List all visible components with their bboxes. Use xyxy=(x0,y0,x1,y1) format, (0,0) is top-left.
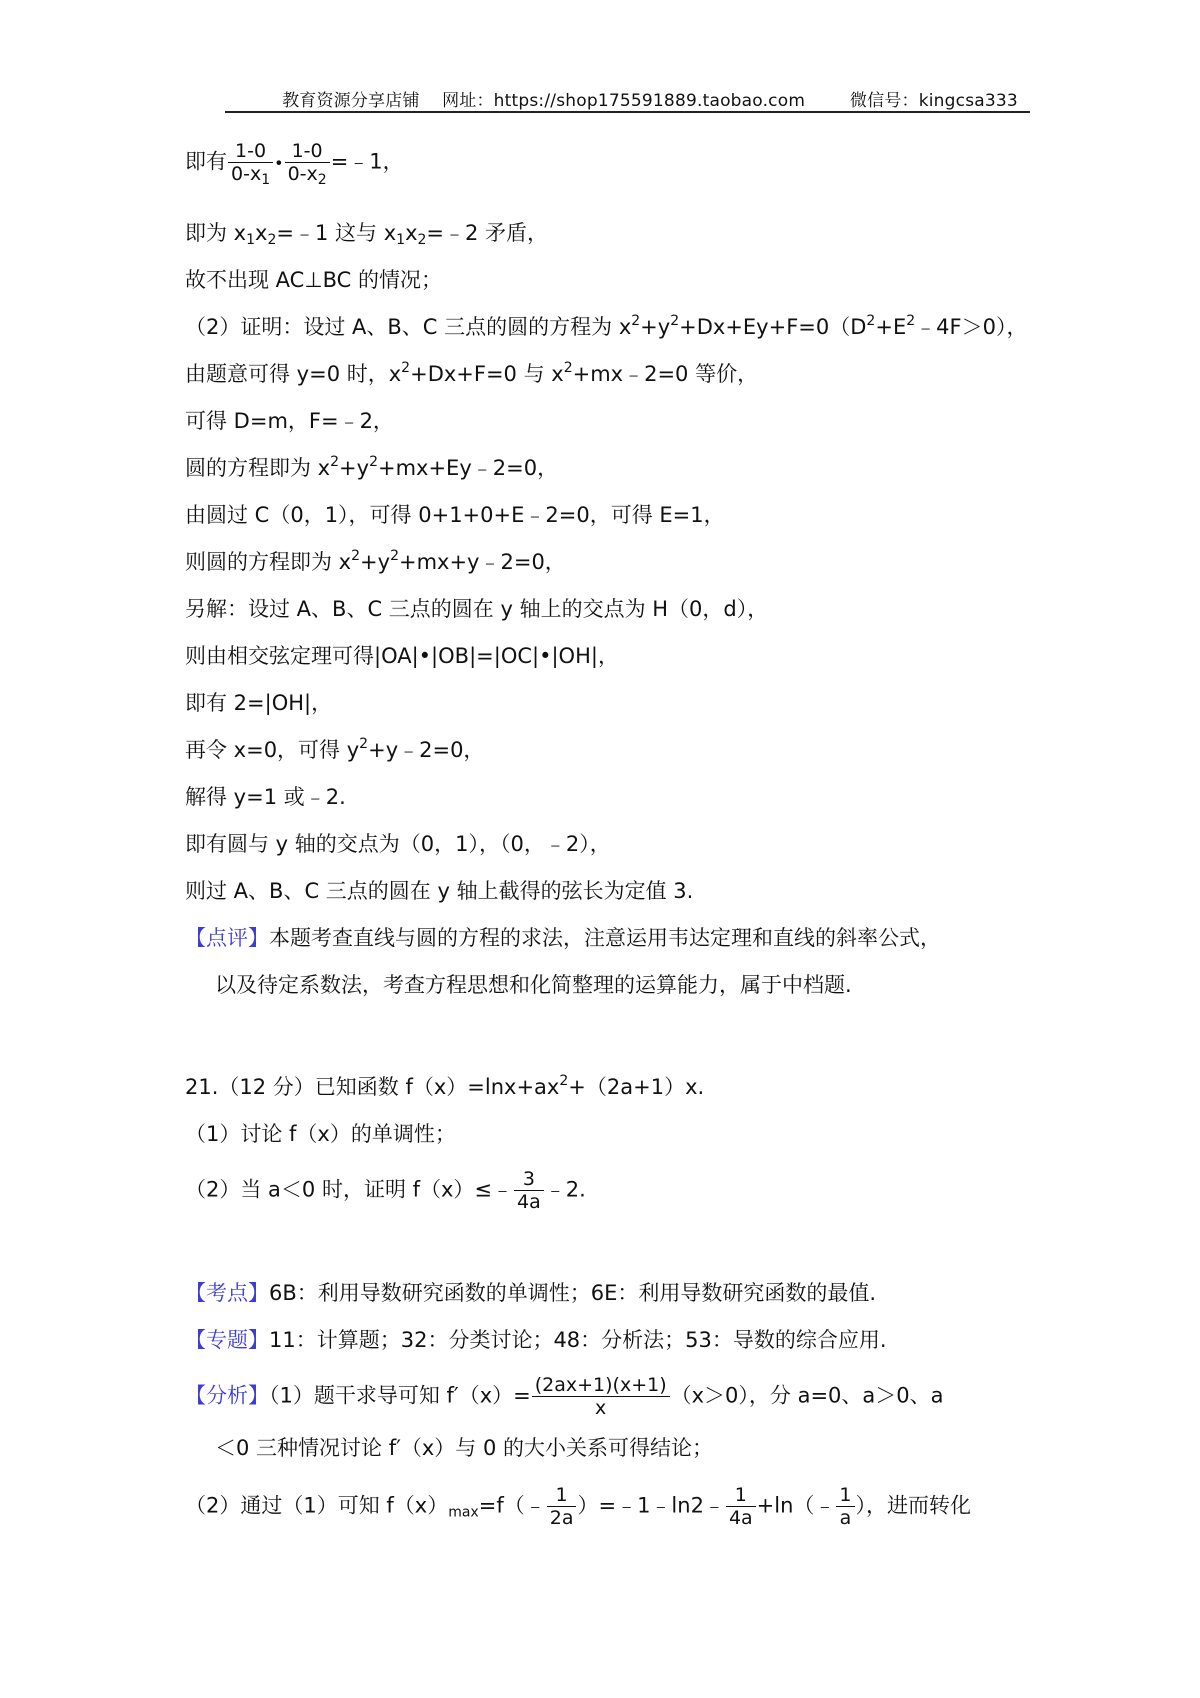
line-5: 由题意可得 y=0 时，$x^2+Dx+F=0$ 与 $x^2+mx﹣2=0$ 等价， xyxy=(185,360,759,386)
line-16: 则过 A、B、C 三点的圆在 y 轴上截得的弦长为定值 3. xyxy=(185,879,694,903)
line-1 xyxy=(185,140,404,188)
fenxi-line-3: （2）通过（1）可知 $f(x)_{max}=f(﹣$ $\frac{1}{2a}$ ）=﹣1﹣ln2﹣ $\frac{1}{4a}$ +ln（﹣ $\frac{1}{a}$ ），进而转化 xyxy=(185,1484,972,1529)
kaodian-line: 【考点】6B：利用导数研究函数的单调性；6E：利用导数研究函数的最值. xyxy=(185,1281,877,1305)
line-11: 则由相交弦定理可得|OA|•|OB|=|OC|•|OH|， xyxy=(185,644,619,668)
fraction: $\frac{1}{4a}$ xyxy=(726,1484,756,1529)
text: 即有 xyxy=(185,149,227,174)
line-10: 另解：设过 A、B、C 三点的圆在 y 轴上的交点为 H（0，d）， xyxy=(185,597,769,621)
fraction: $\frac{1}{2a}$ xyxy=(547,1484,577,1529)
question-21-part-1: （1）讨论 f（x）的单调性； xyxy=(185,1122,456,1146)
zhuanti-line: 【专题】11：计算题；32：分类讨论；48：分析法；53：导数的综合应用. xyxy=(185,1328,887,1352)
comment-tag: 【点评】 xyxy=(185,926,269,950)
line-4: （2）证明：设过 A、B、C 三点的圆的方程为 $x^2+y^2+Dx+Ey+F=0(D^2+E^2﹣4F>0)$， xyxy=(185,313,1028,339)
numerator: 1-0 xyxy=(228,140,273,163)
question-21-title: 21.（12 分）已知函数 $f(x)=\ln x+ax^2+(2a+1)x$. xyxy=(185,1073,705,1099)
question-21-part-2: （2）当 a＜0 时，证明 f（x）≤﹣ $\frac{3}{4a}$ ﹣2. xyxy=(185,1168,586,1213)
kaodian-tag: 【考点】 xyxy=(185,1281,269,1305)
fenxi-line-2: ＜0 三种情况讨论 f′（x）与 0 的大小关系可得结论； xyxy=(215,1436,714,1460)
fraction: $\frac{(2ax+1)(x+1)}{x}$ xyxy=(532,1374,670,1419)
denominator: $0-x_2$ xyxy=(287,163,327,188)
zhuanti-tag: 【专题】 xyxy=(185,1328,269,1352)
dot-operator: • xyxy=(274,153,284,173)
fraction: $\frac{3}{4a}$ xyxy=(514,1168,544,1213)
line-14: 解得 y=1 或﹣2. xyxy=(185,785,346,809)
comment-line xyxy=(185,923,941,953)
denominator: $0-x_1$ xyxy=(231,163,271,188)
fenxi-tag: 【分析】 xyxy=(185,1383,269,1408)
line-9: 则圆的方程即为 $x^2+y^2+mx+y﹣2=0$， xyxy=(185,548,566,574)
header-rule xyxy=(225,111,1030,113)
line-2: 即为 $x_1x_2=﹣1$ 这与 $x_1x_2=﹣2$ 矛盾， xyxy=(185,221,549,248)
line-6: 可得 D=m，F=﹣2， xyxy=(185,409,394,433)
line-12: 即有 2=|OH|， xyxy=(185,691,333,715)
fraction-1 xyxy=(228,140,273,188)
fraction-2 xyxy=(285,140,330,188)
numerator: 1-0 xyxy=(285,140,330,163)
fraction: $\frac{1}{a}$ xyxy=(836,1484,854,1529)
comment-line-2: 以及待定系数法，考查方程思想和化简整理的运算能力，属于中档题. xyxy=(215,973,852,997)
line-7: 圆的方程即为 $x^2+y^2+mx+Ey﹣2=0$， xyxy=(185,454,559,480)
line-8: 由圆过 C（0，1），可得 0+1+0+E﹣2=0，可得 E=1， xyxy=(185,503,725,527)
line-15: 即有圆与 y 轴的交点为（0，1），（0，﹣2）， xyxy=(185,832,611,856)
line-3: 故不出现 AC⊥BC 的情况； xyxy=(185,268,443,292)
line-13: 再令 x=0，可得 $y^2+y﹣2=0$， xyxy=(185,736,485,762)
comment-text: 本题考查直线与圆的方程的求法，注意运用韦达定理和直线的斜率公式， xyxy=(269,926,941,950)
page-header: 教育资源分享店铺 网址：https://shop175591889.taobao.com 微信号：kingcsa333 xyxy=(282,91,1018,111)
text: =﹣1， xyxy=(330,149,404,174)
fenxi-line: 【分析】（1）题干求导可知 f′（x）= $\frac{(2ax+1)(x+1)}{x}$ （x＞0），分 a=0、a＞0、a xyxy=(185,1374,944,1419)
